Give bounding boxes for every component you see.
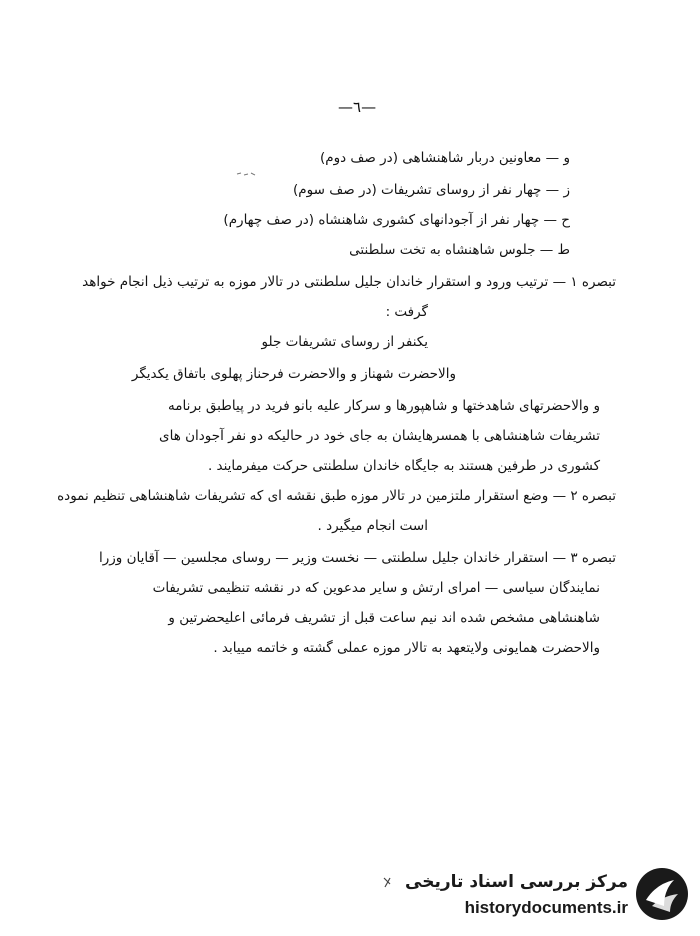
scan-speck	[236, 170, 256, 178]
note-1-line-6: تشریفات شاهنشاهی با همسرهایشان به جای خود در حالیکه دو نفر آجودان های	[159, 428, 600, 444]
note-2-line-1: تبصره ۲ — وضع استقرار ملتزمین در تالار موزه طبق نقشه ای که تشریفات شاهنشاهی تنظیم نموده	[57, 488, 616, 504]
note-2-line-2: است انجام میگیرد .	[317, 518, 428, 534]
archive-emblem-icon	[634, 866, 690, 922]
note-3-line-4: والاحضرت همایونی ولایتعهد به تالار موزه عملی گشته و خاتمه مییابد .	[213, 640, 600, 656]
page-number: —٦—	[338, 98, 377, 116]
note-1-line-4: والاحضرت شهناز و والاحضرت فرحناز پهلوی باتفاق یکدیگر	[131, 366, 456, 382]
archive-logo	[400, 862, 692, 928]
note-1-line-5: و والاحضرتهای شاهدختها و شاهپورها و سرکار علیه بانو فرید در پیاطبق برنامه	[167, 398, 600, 414]
note-1-line-3: یکنفر از روسای تشریفات جلو	[261, 334, 428, 350]
list-item-vav: و — معاونین دربار شاهنشاهی (در صف دوم)	[319, 150, 570, 166]
note-1-line-1: تبصره ۱ — ترتیب ورود و استقرار خاندان جلیل سلطنتی در تالار موزه به ترتیب ذیل انجام خواهد	[82, 274, 616, 290]
scan-speck	[382, 876, 392, 890]
list-item-ze: ز — چهار نفر از روسای تشریفات (در صف سوم)	[293, 182, 570, 198]
note-3-line-3: شاهنشاهی مشخص شده اند نیم ساعت قبل از تشریف فرمائی اعلیحضرتین و	[168, 610, 600, 626]
note-3-line-1: تبصره ۳ — استقرار خاندان جلیل سلطنتی — نخست وزیر — روسای مجلسین — آقایان وزرا	[99, 550, 616, 566]
logo-url: historydocuments.ir	[464, 898, 628, 917]
list-item-he: ح — چهار نفر از آجودانهای کشوری شاهنشاه (در صف چهارم)	[223, 212, 570, 228]
list-item-ta: ط — جلوس شاهنشاه به تخت سلطنتی	[349, 242, 570, 258]
note-3-line-2: نمایندگان سیاسی — امرای ارتش و سایر مدعوین که در نقشه تنظیمی تشریفات	[152, 580, 600, 596]
note-1-line-7: کشوری در طرفین هستند به جایگاه خاندان سلطنتی حرکت میفرمایند .	[207, 458, 600, 474]
logo-title: مرکز بررسی اسناد تاریخی	[405, 872, 628, 892]
note-1-line-2: گرفت :	[385, 304, 428, 320]
